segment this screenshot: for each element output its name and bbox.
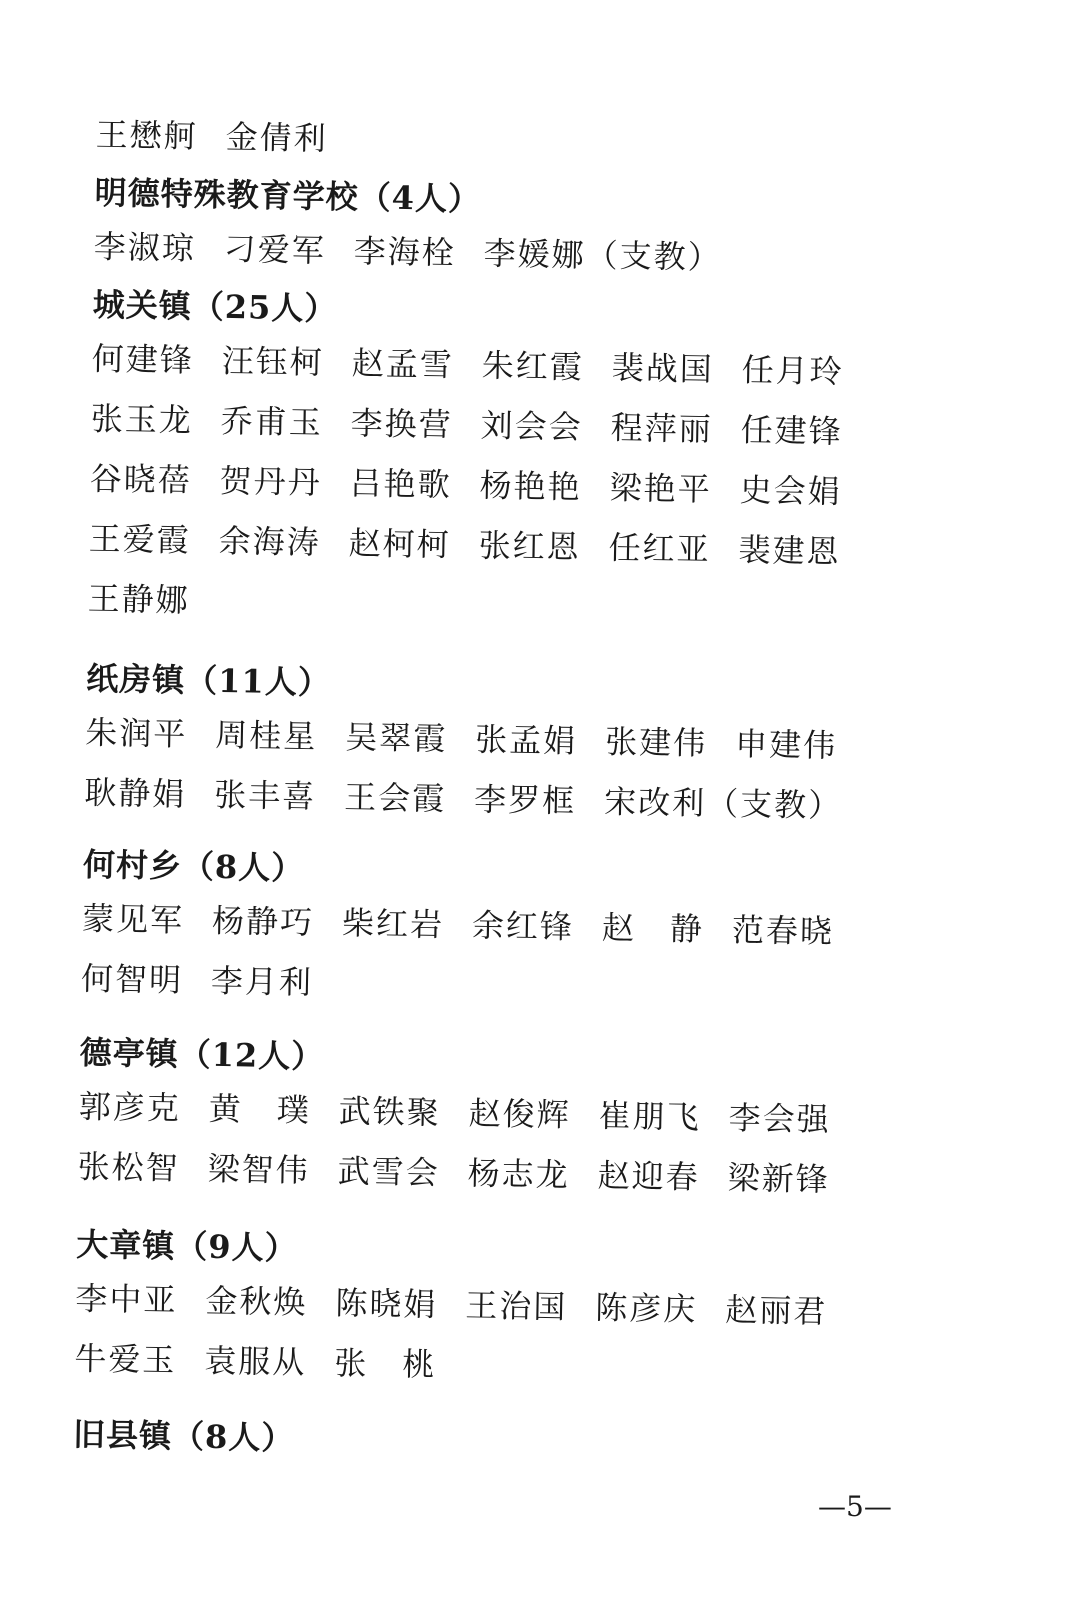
person-name: 蒙见军 — [81, 899, 185, 940]
person-name: 余红锋 — [471, 906, 575, 947]
person-name: 范春晓 — [731, 910, 835, 951]
person-name: 何智明 — [80, 959, 184, 1000]
person-name: 张玉龙 — [90, 399, 194, 440]
person-name: 李换营 — [350, 404, 454, 444]
section-heading: 旧县镇（8人） — [72, 1415, 295, 1458]
person-name: 耿静娟 — [83, 773, 187, 814]
person-name: 崔朋飞 — [598, 1096, 702, 1137]
person-name: 陈彦庆 — [595, 1288, 698, 1329]
person-name: 吴翠霞 — [344, 718, 448, 758]
person-name: 李中亚 — [75, 1279, 178, 1320]
person-name: 李月利 — [210, 961, 314, 1002]
section-zhifang — [84, 657, 947, 836]
section-jiuxian — [73, 1412, 934, 1471]
person-name: 刁爱军 — [223, 229, 327, 270]
section-dazhang — [74, 1222, 937, 1401]
person-name: 乔甫玉 — [220, 401, 324, 442]
section-mingde-school — [93, 171, 955, 290]
person-name: 赵孟雪 — [351, 344, 455, 384]
page-number: —5— — [818, 1490, 892, 1523]
person-name: 赵迎春 — [597, 1156, 700, 1197]
person-name: 任建锋 — [740, 410, 844, 451]
person-name: 张红恩 — [478, 526, 581, 567]
person-name: 武雪会 — [337, 1152, 441, 1192]
person-name: 吕艳歌 — [349, 464, 453, 504]
person-name: 李媛娜（支教） — [483, 234, 723, 277]
person-name: 赵柯柯 — [348, 524, 451, 564]
person-name: 杨静巧 — [211, 901, 315, 942]
section-heading: 城关镇（25人） — [92, 285, 338, 328]
person-name: 贺丹丹 — [219, 461, 323, 502]
person-name: 周桂星 — [214, 715, 318, 756]
person-name: 王静娜 — [87, 579, 190, 620]
person-name: 任红亚 — [608, 528, 711, 569]
section-heading: 大章镇（9人） — [76, 1225, 298, 1268]
person-name: 程萍丽 — [610, 408, 714, 449]
person-name: 朱润平 — [84, 713, 188, 754]
person-name: 何建锋 — [91, 339, 195, 380]
person-name: 杨艳艳 — [479, 466, 583, 507]
person-name: 梁艳平 — [609, 468, 712, 509]
name-row — [95, 103, 956, 178]
person-name: 刘会会 — [480, 406, 584, 447]
person-name: 赵俊辉 — [468, 1094, 572, 1135]
person-name: 任月玲 — [741, 350, 845, 391]
section-heading: 德亭镇（12人） — [79, 1033, 325, 1076]
person-name: 郭彦克 — [78, 1087, 182, 1128]
person-name: 张 桃 — [334, 1343, 437, 1384]
person-name: 金倩利 — [225, 117, 329, 158]
person-name: 朱红霞 — [481, 346, 585, 387]
person-name: 李淑琼 — [93, 227, 197, 268]
person-name: 赵丽君 — [725, 1290, 828, 1331]
person-name: 陈晓娟 — [335, 1283, 438, 1324]
person-name: 王治国 — [465, 1286, 568, 1327]
person-name: 李海栓 — [353, 232, 457, 272]
person-name: 李会强 — [728, 1098, 832, 1139]
person-name: 余海涛 — [218, 521, 322, 562]
person-name: 黄 璞 — [208, 1089, 312, 1130]
person-name: 王会霞 — [343, 778, 447, 818]
person-name: 武铁聚 — [338, 1092, 442, 1132]
person-name: 张松智 — [77, 1147, 181, 1188]
person-name: 赵 静 — [601, 908, 705, 949]
person-name: 梁智伟 — [207, 1149, 311, 1190]
section-heading: 明德特殊教育学校（4人） — [94, 173, 482, 219]
person-name: 柴红岩 — [341, 904, 445, 944]
person-name: 金秋焕 — [205, 1281, 308, 1322]
section-chengguan — [87, 283, 953, 642]
person-name: 裴战国 — [611, 348, 715, 389]
section-heading: 何村乡（8人） — [82, 845, 305, 888]
person-name: 宋改利（支教） — [603, 782, 843, 825]
person-name: 裴建恩 — [738, 530, 841, 571]
section-continued — [95, 103, 956, 178]
person-name: 王爱霞 — [88, 519, 192, 560]
section-hecun — [81, 843, 944, 1022]
person-name: 张建伟 — [604, 722, 708, 763]
person-name: 汪钰柯 — [221, 341, 325, 382]
person-name: 张孟娟 — [474, 720, 578, 761]
person-name: 梁新锋 — [727, 1158, 830, 1199]
person-name: 王懋舸 — [95, 115, 199, 156]
person-name: 张丰喜 — [213, 775, 317, 816]
person-name: 杨志龙 — [467, 1154, 571, 1195]
person-name: 牛爱玉 — [74, 1339, 177, 1380]
person-name: 史会娟 — [739, 470, 842, 511]
section-heading: 纸房镇（11人） — [85, 659, 332, 702]
person-name: 袁服从 — [204, 1341, 307, 1382]
section-deting — [77, 1030, 940, 1209]
person-name: 李罗框 — [473, 780, 577, 821]
person-name: 申建伟 — [734, 724, 838, 765]
person-name: 谷晓蓓 — [89, 459, 193, 500]
